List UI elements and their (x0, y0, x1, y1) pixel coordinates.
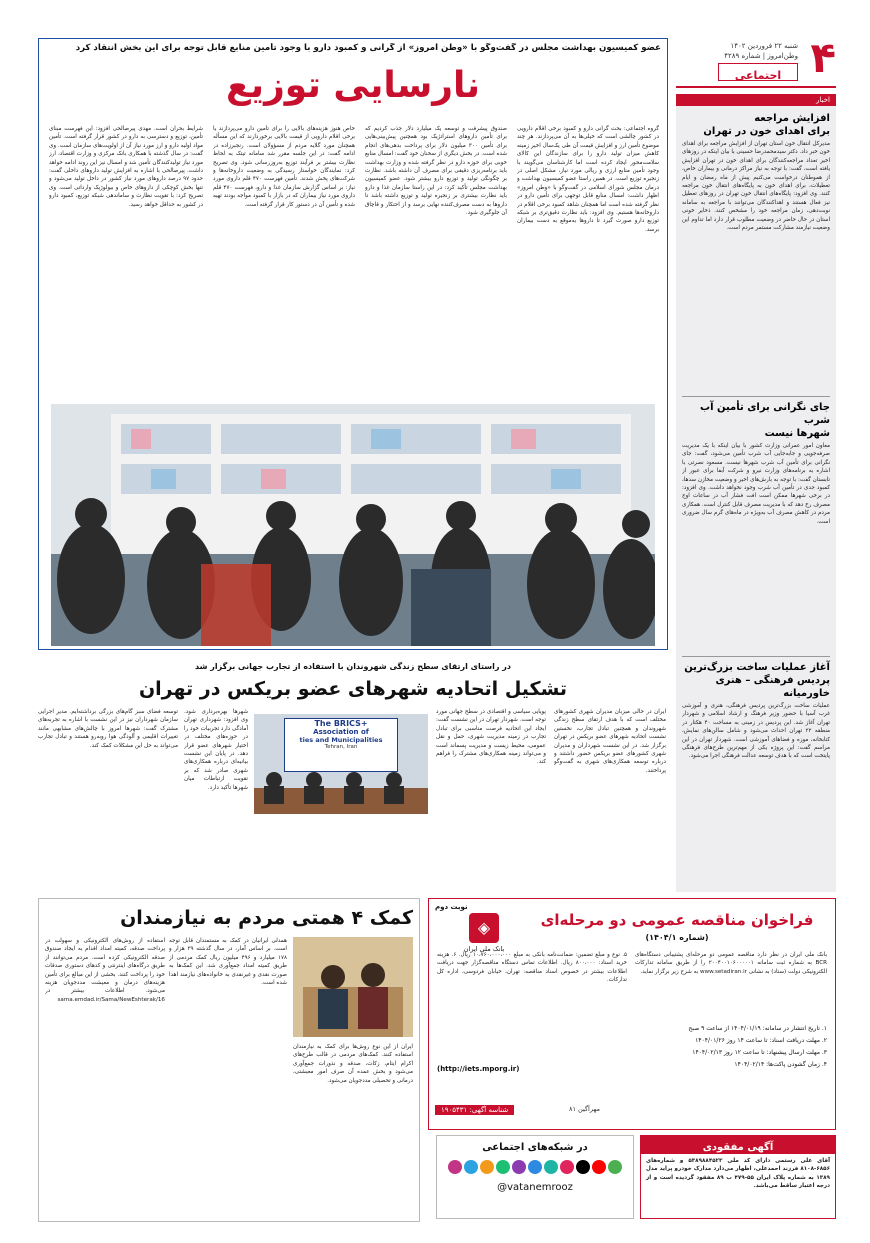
tender-item-2: ۲. مهلت دریافت اسناد: تا ساعت ۱۴ روز ۱۴۰۴/۰۱/۲۶ (695, 1037, 827, 1044)
sidebar-item2-title2: شهرها نیست (764, 428, 830, 439)
brics-line1: The BRICS+ (314, 719, 368, 728)
igap-icon[interactable] (544, 1160, 558, 1174)
bank-emblem-icon: ◈ (469, 913, 499, 943)
tender-stamp: مهرآگین ۸۱ (569, 1105, 600, 1113)
brics-people (254, 714, 428, 814)
main-col4: شرایط بحران است. مهدی پیرصالحی افزود: این فهرست مبنای تأمین، توزیع و دسترسی به دارو در کشور قرار گرفته است. تأمین مواد اولیه دارو و ارز مورد نیاز آن از اولویت‌های سازمان است. وی گفت: در سال گذشته با همکاری بانک مرکزی و وزارت اقتصاد، ارز مورد نیاز تولیدکنندگان تأمین شد و امسال نیز این روند ادامه خواهد داشت. پیرصالحی با اشاره به افزایش تولید داروهای داخلی گفت: حدود ۹۷ درصد داروهای مورد نیاز کشور در داخل تولید می‌شود و تنها بخش کوچکی از داروهای خاص و بیولوژیک وارداتی است. وی تصریح کرد: با تقویت نظارت و ساماندهی شبکه توزیع، کمبود دارو در کشور به حداقل خواهد رسید. (49, 126, 203, 208)
social-handle[interactable]: @vatanemrooz (497, 1182, 573, 1193)
paper-issue: وطن‌امروز | شماره ۴۲۸۹ (724, 52, 798, 60)
bale-icon[interactable] (496, 1160, 510, 1174)
main-kicker: عضو کمیسیون بهداشت مجلس در گفت‌وگو با «وطن امروز» از گرانی و کمبود دارو با وجود تأمین منابع قابل توجه برای این بخش انتقاد کرد (75, 43, 661, 53)
pharmacy-photo (51, 404, 655, 646)
news-label: اخبار (816, 96, 830, 104)
brics-text4: توسعه فضای سبز گام‌های بزرگی برداشته‌ایم. مدیر اجرایی سازمان شهرداران نیز در این نشست با اشاره به تجربه‌های مشترک گفت: شهرها امروز با چالش‌های مشابهی مانند تغییرات اقلیمی و آلودگی هوا روبه‌رو هستند و تبادل تجارب می‌تواند به حل این مشکلات کمک کند. (38, 709, 178, 749)
missing-title: آگهی مفقودی (702, 1142, 774, 1153)
relief-photo (293, 937, 413, 1037)
tender-label: نوبت دوم (435, 903, 468, 911)
telegram-icon[interactable] (464, 1160, 478, 1174)
sidebar-item3-body: عملیات ساخت بزرگ‌ترین پردیس فرهنگی، هنری و آموزشی غرب آسیا با حضور وزیر فرهنگ و ارشاد اسلامی و شهردار تهران آغاز شد. این پردیس در زمینی به مساحت ۴۰ هکتار در منطقه ۲۲ تهران احداث می‌شود و شامل سالن‌های نمایش، کتابخانه، موزه و فضاهای آموزشی است. شهردار تهران در این مراسم گفت: این پروژه یکی از مهم‌ترین طرح‌های فرهنگی پایتخت است که با هدف توسعه عدالت فرهنگی اجرا می‌شود. (682, 703, 830, 760)
brics-text2: پویایی سیاسی و اقتصادی در سطح جهانی مورد توجه است. شهردار تهران در این نشست گفت: ایجاد این اتحادیه فرصت مناسبی برای تبادل تجارب در زمینه مدیریت شهری، حمل و نقل عمومی، محیط زیست و مدیریت پسماند است و می‌تواند زمینه همکاری‌های مشترک را فراهم کند. (436, 709, 546, 766)
pharmacy-scene (51, 404, 655, 646)
tender-footer: شناسه آگهی: ۱۹۰۵۴۳۱ (435, 1105, 514, 1115)
relief-text2: همدلی ایرانیان در کمک به مستمندان قابل توجه است. بر اساس آمار، در سال گذشته ۳۹ هزار و ۱۷۸ میلیارد و ۴۹۶ میلیون ریال کمک مردمی از طریق کمیته امداد جمع‌آوری شد. این کمک‌ها به صورت نقدی و غیرنقدی به خانواده‌های نیازمند اهدا شده است. (169, 938, 287, 987)
soroush-icon[interactable] (528, 1160, 542, 1174)
main-col1: گروه اجتماعی: بحث گرانی دارو و کمبود برخی اقلام دارویی در کشور چالشی است که خیلی‌ها به آن می‌پردازند. هر چند موضوع تأمین ارز و افزایش قیمت آن طی یک‌سال اخیر زمینه کاهش میزان تولید دارو را برای سازندگان این کالای سلامت‌محور ایجاد کرده است اما کارشناسان می‌گویند با وجود تأمین منابع ارزی و ریالی مورد نیاز، مشکل اصلی در زنجیره توزیع است. در همین راستا عضو کمیسیون بهداشت و درمان مجلس شورای اسلامی در گفت‌وگو با «وطن امروز» اظهار داشت: امسال منابع قابل توجهی برای تأمین دارو در نظر گرفته شده است اما همچنان شاهد کمبود برخی اقلام در داروخانه‌ها هستیم. وی افزود: باید نظارت دقیق‌تری بر شبکه توزیع دارو صورت گیرد تا داروها به‌موقع به دست بیماران برسد. (517, 126, 659, 233)
news-label-bar (676, 94, 836, 106)
section-label (718, 63, 798, 81)
brics-line4: Tehran, Iran (324, 744, 358, 750)
bank-name: بانک ملی ایران (463, 945, 505, 953)
tender-title: فراخوان مناقصه عمومی دو مرحله‌ای (540, 911, 814, 929)
aparat-icon[interactable] (560, 1160, 574, 1174)
bank-logo (449, 913, 519, 953)
instagram-icon[interactable] (448, 1160, 462, 1174)
tender-item-3: ۳. مهلت ارسال پیشنهاد: تا ساعت ۱۲ روز ۱۴۰۴/۰۲/۱۳ (692, 1049, 827, 1056)
tender-item-4: ۴. زمان گشودن پاکت‌ها: ۱۴۰۴/۰۲/۱۴ (734, 1061, 827, 1068)
tender-item-1: ۱. تاریخ انتشار در سامانه: ۱۴۰۴/۰۱/۱۹ از ساعت ۹ صبح (688, 1025, 827, 1032)
rubika-icon[interactable] (512, 1160, 526, 1174)
tender-body: بانک ملی ایران در نظر دارد مناقصه عمومی دو مرحله‌ای پشتیبانی دستگاه‌های BCR به شماره ثبت سامانه ۲۰۰۴۰۰۱۰۶۰۰۰۰۰۱ را از طریق سامانه تدارکات الکترونیکی دولت (ستاد) به نشانی www.setadiran.ir به شرح زیر برگزار نماید. (635, 952, 827, 975)
eitaa-icon[interactable] (480, 1160, 494, 1174)
photo-caption: در راستای ارتقای سطح زندگی شهروندان با استفاده از تجارب جهانی برگزار شد (195, 662, 511, 671)
sidebar (676, 94, 836, 892)
main-col2: صندوق پیشرفت و توسعه یک میلیارد دلار جذب کردیم که برای تأمین داروهای استراتژیک بود همچنین پیش‌بینی‌هایی برای تأمین ۳۰۰ میلیون دلار برای پرداخت بدهی‌های انجام شده است. در بخش دیگری از سخنان خود گفت: امسال منابع خوبی برای حوزه دارو در نظر گرفته شده و وزارت بهداشت باید برنامه‌ریزی دقیقی برای مصرف آن داشته باشد. نظارت بر چگونگی تولید و توزیع دارو بیشتر شود. عضو کمیسیون بهداشت مجلس تأکید کرد: در این راستا سازمان غذا و دارو باید نظارت بیشتری بر زنجیره تولید و توزیع داشته باشد تا داروها به دست مصرف‌کننده نهایی برسد و از احتکار و قاچاق آن جلوگیری شود. (365, 126, 507, 217)
missing-ad (640, 1135, 836, 1219)
gap-icon[interactable] (608, 1160, 622, 1174)
section-label-text: اجتماعی (734, 69, 782, 82)
sidebar-item2-title1: جای نگرانی برای تأمین آب شرب (700, 402, 830, 426)
tender-ad (428, 898, 836, 1130)
brics-text3: شهرها بهره‌برداری شود. وی افزود: شهرداری تهران آمادگی دارد تجربیات خود را در حوزه‌های مختلف در اختیار شهرهای عضو قرار دهد. در پایان این نشست بیانیه‌ای درباره همکاری‌های شهری صادر شد که بر تقویت ارتباطات میان شهرها تأکید دارد. (184, 709, 248, 791)
tender-items (635, 1023, 827, 1071)
relief-headline: کمک ۴ همتی مردم به نیازمندان (120, 907, 413, 929)
social-title: در شبکه‌های اجتماعی (482, 1142, 588, 1153)
sidebar-item3-title1: آغاز عملیات ساخت بزرگ‌ترین (684, 662, 830, 673)
tender-col2: ۵. نوع و مبلغ تضمین: ضمانت‌نامه بانکی به مبلغ ۱۰،۷۶۰،۰۰۰،۰۰۰ ریال. ۶. هزینه خرید اسناد: ۸۰۰،۰۰۰ ریال. اطلاعات تماس دستگاه مناقصه‌گزار جهت دریافت اطلاعات بیشتر در خصوص اسناد مناقصه: تهران، خیابان فردوسی، اداره کل تدارکات. (437, 952, 627, 984)
x-icon[interactable] (576, 1160, 590, 1174)
brics-line2: Association of (313, 728, 369, 736)
tender-website[interactable]: (http://iets.mporg.ir) (437, 1065, 520, 1073)
masthead (676, 33, 836, 88)
sidebar-item3-title2: پردیس فرهنگی – هنری خاورمیانه (715, 675, 830, 699)
tender-number: (شماره ۱۴۰۴/۱) (645, 933, 709, 942)
brics-text1: ایران در حالی میزبان مدیران شهری کشورهای مختلف است که با هدف ارتقای سطح زندگی شهروندان و همچنین تبادل تجارب، نخستین نشست اتحادیه شهرهای عضو بریکس در تهران برگزار شد. در این نشست شهرداران و مدیران شهری کشورهای عضو بریکس حضور داشتند و درباره توسعه همکاری‌های شهری به گفت‌وگو پرداختند. (554, 709, 666, 774)
missing-title-bar (641, 1136, 835, 1154)
social-box (436, 1135, 634, 1219)
relief-text3: ایران از این نوع روش‌ها برای کمک به نیازمندان استفاده کنند. کمک‌های مردمی در قالب طرح‌های اکرام ایتام، زکات، صدقه و نذورات جمع‌آوری می‌شود و بخش عمده آن صرف امور معیشتی، درمانی و تحصیلی مددجویان می‌شود. (293, 1044, 413, 1084)
main-col3: خاص هنوز هزینه‌های بالایی را برای تأمین دارو می‌پردازند یا برخی اقلام دارویی از قیمت بالایی برخوردارند که این مسأله همچنان مورد گلایه مردم از مسؤولان است. رنجبرزاده در ادامه گفت: در این جلسه مقرر شد سامانه تیتک به لحاظ نظارت بیشتر بر فرآیند توزیع به‌روزرسانی شود. وی تصریح کرد: نمایندگان خواستار رسیدگی به وضعیت داروخانه‌ها و شرکت‌های پخش شدند. تأمین فهرست ۴۷۰ قلم داروی مورد نیاز: بر اساس گزارش سازمان غذا و دارو، فهرست ۴۷۰ قلم داروی مورد نیاز بیماران که در بازار با کمبود مواجه بودند تهیه شده و تأمین آن در دستور کار قرار گرفته است. (213, 126, 355, 208)
sidebar-item1-title1: افزایش مراجعه (754, 113, 830, 124)
sidebar-item1-body: مدیرکل انتقال خون استان تهران از افزایش مراجعه برای اهدای خون خبر داد. دکتر سیدمحمدرضا حسینی با بیان اینکه در روزهای اخیر تعداد مراجعه‌کنندگان برای اهدای خون در تهران افزایش یافته است، گفت: با توجه به نیاز مراکز درمانی و بیماران خاص، از هموطنان درخواست می‌کنیم پیش از ماه رمضان و ایام تعطیلات، برای اهدای خون به پایگاه‌های انتقال خون مراجعه کنند. وی افزود: پایگاه‌های انتقال خون تهران در روزهای تعطیل نیز فعال هستند و اهداکنندگان می‌توانند با مراجعه به سامانه نوبت‌دهی، زمان مراجعه خود را مشخص کنند. ذخایر خونی استان در حال حاضر در وضعیت مطلوب قرار دارد اما تداوم این وضعیت نیازمند مشارکت مستمر مردم است. (682, 141, 830, 232)
sidebar-item1-title2: برای اهدای خون در تهران (703, 126, 830, 137)
relief-scene (293, 937, 413, 1037)
sidebar-item2-body: معاون امور عمرانی وزارت کشور با بیان اینکه با یک مدیریت صرفه‌جویی و جابه‌جایی آب شرب تأمین می‌شود، گفت: جای نگرانی برای تأمین آب شرب شهرها نیست. مسعود نصرتی با اشاره به برنامه‌های وزارت نیرو و شرکت آبفا برای عبور از تابستان گفت: با توجه به بارش‌های اخیر و وضعیت مخازن سدها، کمبود جدی در تأمین آب شرب وجود نخواهد داشت. وی افزود: در برخی شهرها ممکن است افت فشار آب در ساعات اوج مصرف رخ دهد که با مدیریت مصرف قابل کنترل است. همکاری مردم در کاهش مصرف آب به‌ویژه در ماه‌های گرم سال ضروری است. (682, 443, 830, 525)
social-icons (437, 1159, 633, 1178)
brics-headline: تشکیل اتحادیه شهرهای عضو بریکس در تهران (138, 678, 568, 700)
relief-text1: استفاده از روش‌های الکترونیکی و سهولت در پرداخت صدقه، کمیته امداد اقدام به ایجاد صندوق صدقه الکترونیکی کرده است. مردم می‌توانند از طریق درگاه‌های اینترنتی و کدهای دستوری صدقات خود را پرداخت کنند. بخشی از این مبالغ برای تأمین هزینه‌های درمان و معیشت مددجویان هزینه می‌شود. اطلاعات بیشتر در sama.emdad.ir/Sama/NewEshterak/16 (45, 938, 165, 1003)
relief-story (38, 898, 420, 1222)
missing-body: آقای علی رستمی دارای کد ملی ۵۳۸۹۸۸۴۵۲۳ و شماره‌های ۶۸۵۶-۸۱۰۸ فرزند احمدعلی، اظهار می‌دارد مدارک خودرو پراید مدل ۱۳۸۹ به شماره پلاک ایران ۵۵-۴۷۹ ب ۸۹ مفقود گردیده است و از درجه اعتبار ساقط می‌باشد. (646, 1158, 830, 1190)
brics-image (254, 714, 428, 814)
main-headline: نارسایی توزیع (225, 65, 481, 106)
brics-line3: ties and Municipalities (299, 736, 383, 744)
main-story (38, 38, 668, 650)
page-number: ۴ (810, 33, 836, 82)
youtube-icon[interactable] (592, 1160, 606, 1174)
issue-date: شنبه ۲۲ فروردین ۱۴۰۲ (730, 42, 798, 50)
